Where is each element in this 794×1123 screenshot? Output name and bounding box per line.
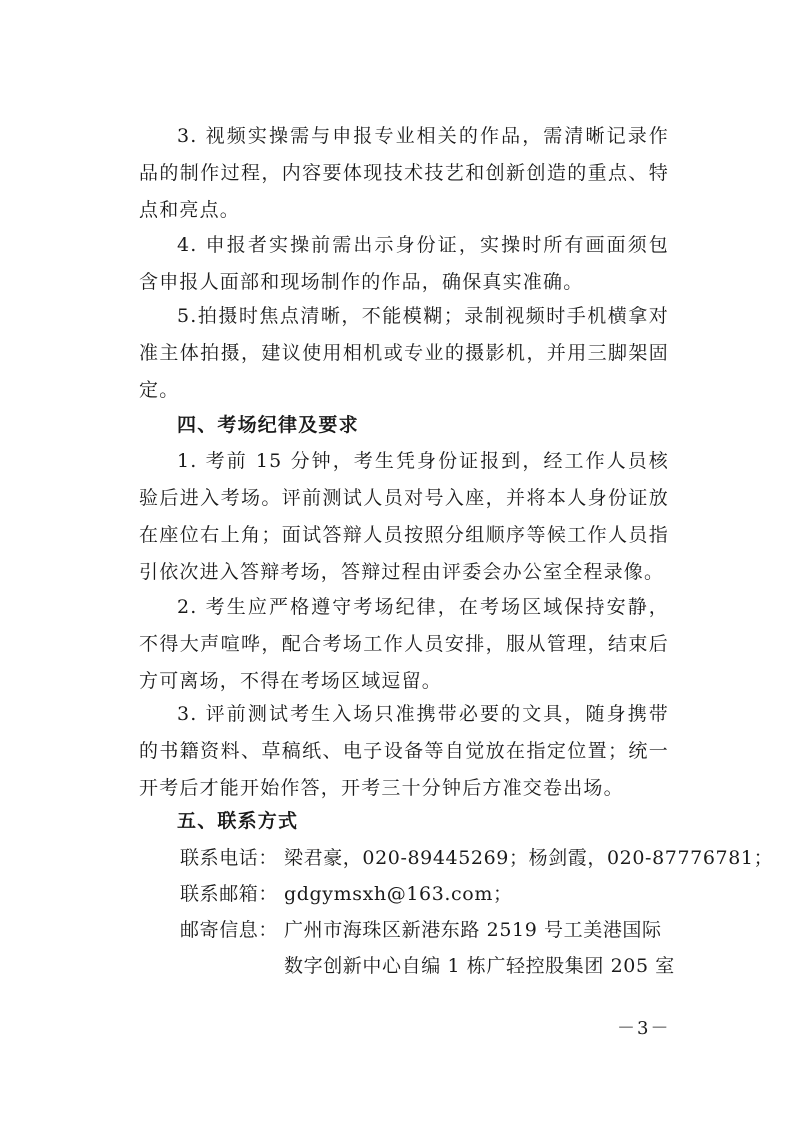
page-number: －3－ — [617, 1018, 671, 1039]
paragraph-exam-materials: 3. 评前测试考生入场只准携带必要的文具，随身携带的书籍资料、草稿纸、电子设备等自觉放在指定位置；统一开考后才能开始作答，开考三十分钟后方准交卷出场。 — [139, 703, 669, 799]
contact-phone-label: 联系电话： — [180, 847, 279, 869]
contact-email-value: gdgymsxh@163.com； — [284, 883, 513, 905]
contact-phone-row — [180, 840, 774, 877]
contact-phone-value: 梁君豪，020-89445269；杨剑霞，020-87776781； — [284, 847, 774, 869]
paragraph-exam-discipline: 2. 考生应严格遵守考场纪律，在考场区域保持安静，不得大声喧哗，配合考场工作人员安排，服从管理，结束后方可离场，不得在考场区域逗留。 — [139, 596, 669, 692]
contact-mail-label: 邮寄信息： — [180, 919, 279, 941]
contact-email-row — [180, 876, 690, 913]
contact-mail-row — [180, 912, 690, 949]
section-heading-exam-rules: 四、考场纪律及要求 — [177, 414, 359, 436]
contact-email-label: 联系邮箱： — [180, 883, 279, 905]
contact-mail-line1: 广州市海珠区新港东路 2519 号工美港国际 — [284, 919, 662, 941]
contact-mail-row-continued — [284, 948, 684, 985]
section-heading-contact: 五、联系方式 — [177, 810, 299, 832]
paragraph-video-requirement: 3. 视频实操需与申报专业相关的作品，需清晰记录作品的制作过程，内容要体现技术技艺和创新创造的重点、特点和亮点。 — [139, 125, 669, 221]
paragraph-exam-checkin: 1. 考前 15 分钟，考生凭身份证报到，经工作人员核验后进入考场。评前测试人员对号入座，并将本人身份证放在座位右上角；面试答辩人员按照分组顺序等候工作人员指引依次进入答辩考场，答辩过程由评委会办公室全程录像。 — [139, 450, 669, 583]
contact-mail-line2: 数字创新中心自编 1 栋广轻控股集团 205 室 — [284, 955, 675, 977]
paragraph-id-requirement: 4. 申报者实操前需出示身份证，实操时所有画面须包含申报人面部和现场制作的作品，确保真实准确。 — [139, 234, 669, 293]
paragraph-filming-requirement: 5.拍摄时焦点清晰，不能模糊；录制视频时手机横拿对准主体拍摄，建议使用相机或专业的摄影机，并用三脚架固定。 — [139, 305, 669, 401]
